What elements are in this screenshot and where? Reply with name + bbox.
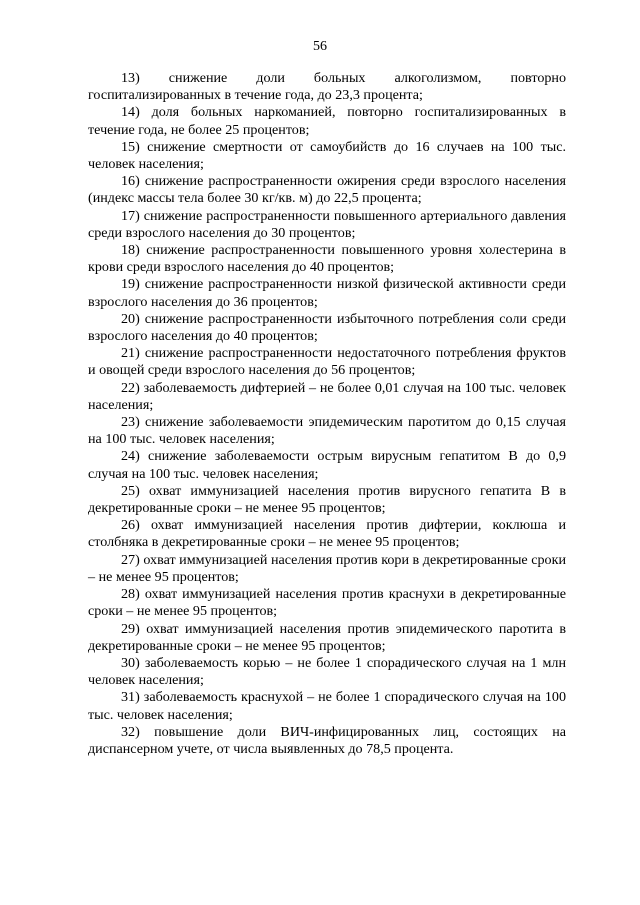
list-item: 18) снижение распространенности повышенного уровня холестерина в крови среди взрослого населения до 40 процентов; (88, 242, 566, 276)
list-item: 28) охват иммунизацией населения против краснухи в декретированные сроки – не менее 95 процентов; (88, 586, 566, 620)
list-item: 29) охват иммунизацией населения против эпидемического паротита в декретированные сроки – не менее 95 процентов; (88, 620, 566, 654)
list-item: 21) снижение распространенности недостаточного потребления фруктов и овощей среди взрослого населения до 56 процентов; (88, 345, 566, 379)
list-item: 22) заболеваемость дифтерией – не более 0,01 случая на 100 тыс. человек населения; (88, 379, 566, 413)
list-item: 17) снижение распространенности повышенного артериального давления среди взрослого населения до 30 процентов; (88, 207, 566, 241)
list-item: 30) заболеваемость корью – не более 1 спорадического случая на 1 млн человек населения; (88, 654, 566, 689)
list-item: 31) заболеваемость краснухой – не более 1 спорадического случая на 100 тыс. человек населения; (88, 689, 566, 723)
list-item: 27) охват иммунизацией населения против кори в декретированные сроки – не менее 95 процентов; (88, 551, 566, 585)
list-item: 15) снижение смертности от самоубийств до 16 случаев на 100 тыс. человек населения; (88, 138, 566, 173)
list-item: 16) снижение распространенности ожирения среди взрослого населения (индекс массы тела более 30 кг/кв. м) до 22,5 процента; (88, 173, 566, 207)
list-item: 26) охват иммунизацией населения против дифтерии, коклюша и столбняка в декретированные сроки – не менее 95 процентов; (88, 517, 566, 551)
list-item: 19) снижение распространенности низкой физической активности среди взрослого населения до 36 процентов; (88, 276, 566, 310)
list-item: 23) снижение заболеваемости эпидемическим паротитом до 0,15 случая на 100 тыс. человек населения; (88, 414, 566, 448)
list-item: 20) снижение распространенности избыточного потребления соли среди взрослого населения до 40 процентов; (88, 310, 566, 345)
document-body (88, 70, 566, 758)
list-item: 32) повышение доли ВИЧ-инфицированных лиц, состоящих на диспансерном учете, от числа выявленных до 78,5 процента. (88, 723, 566, 757)
page-number: 56 (313, 39, 327, 54)
list-item: 14) доля больных наркоманией, повторно госпитализированных в течение года, не более 25 процентов; (88, 104, 566, 138)
list-item: 24) снижение заболеваемости острым вирусным гепатитом В до 0,9 случая на 100 тыс. человек населения; (88, 448, 566, 482)
list-item: 13) снижение доли больных алкоголизмом, повторно госпитализированных в течение года, до 23,3 процента; (88, 70, 566, 104)
list-item: 25) охват иммунизацией населения против вирусного гепатита В в декретированные сроки – не менее 95 процентов; (88, 482, 566, 517)
